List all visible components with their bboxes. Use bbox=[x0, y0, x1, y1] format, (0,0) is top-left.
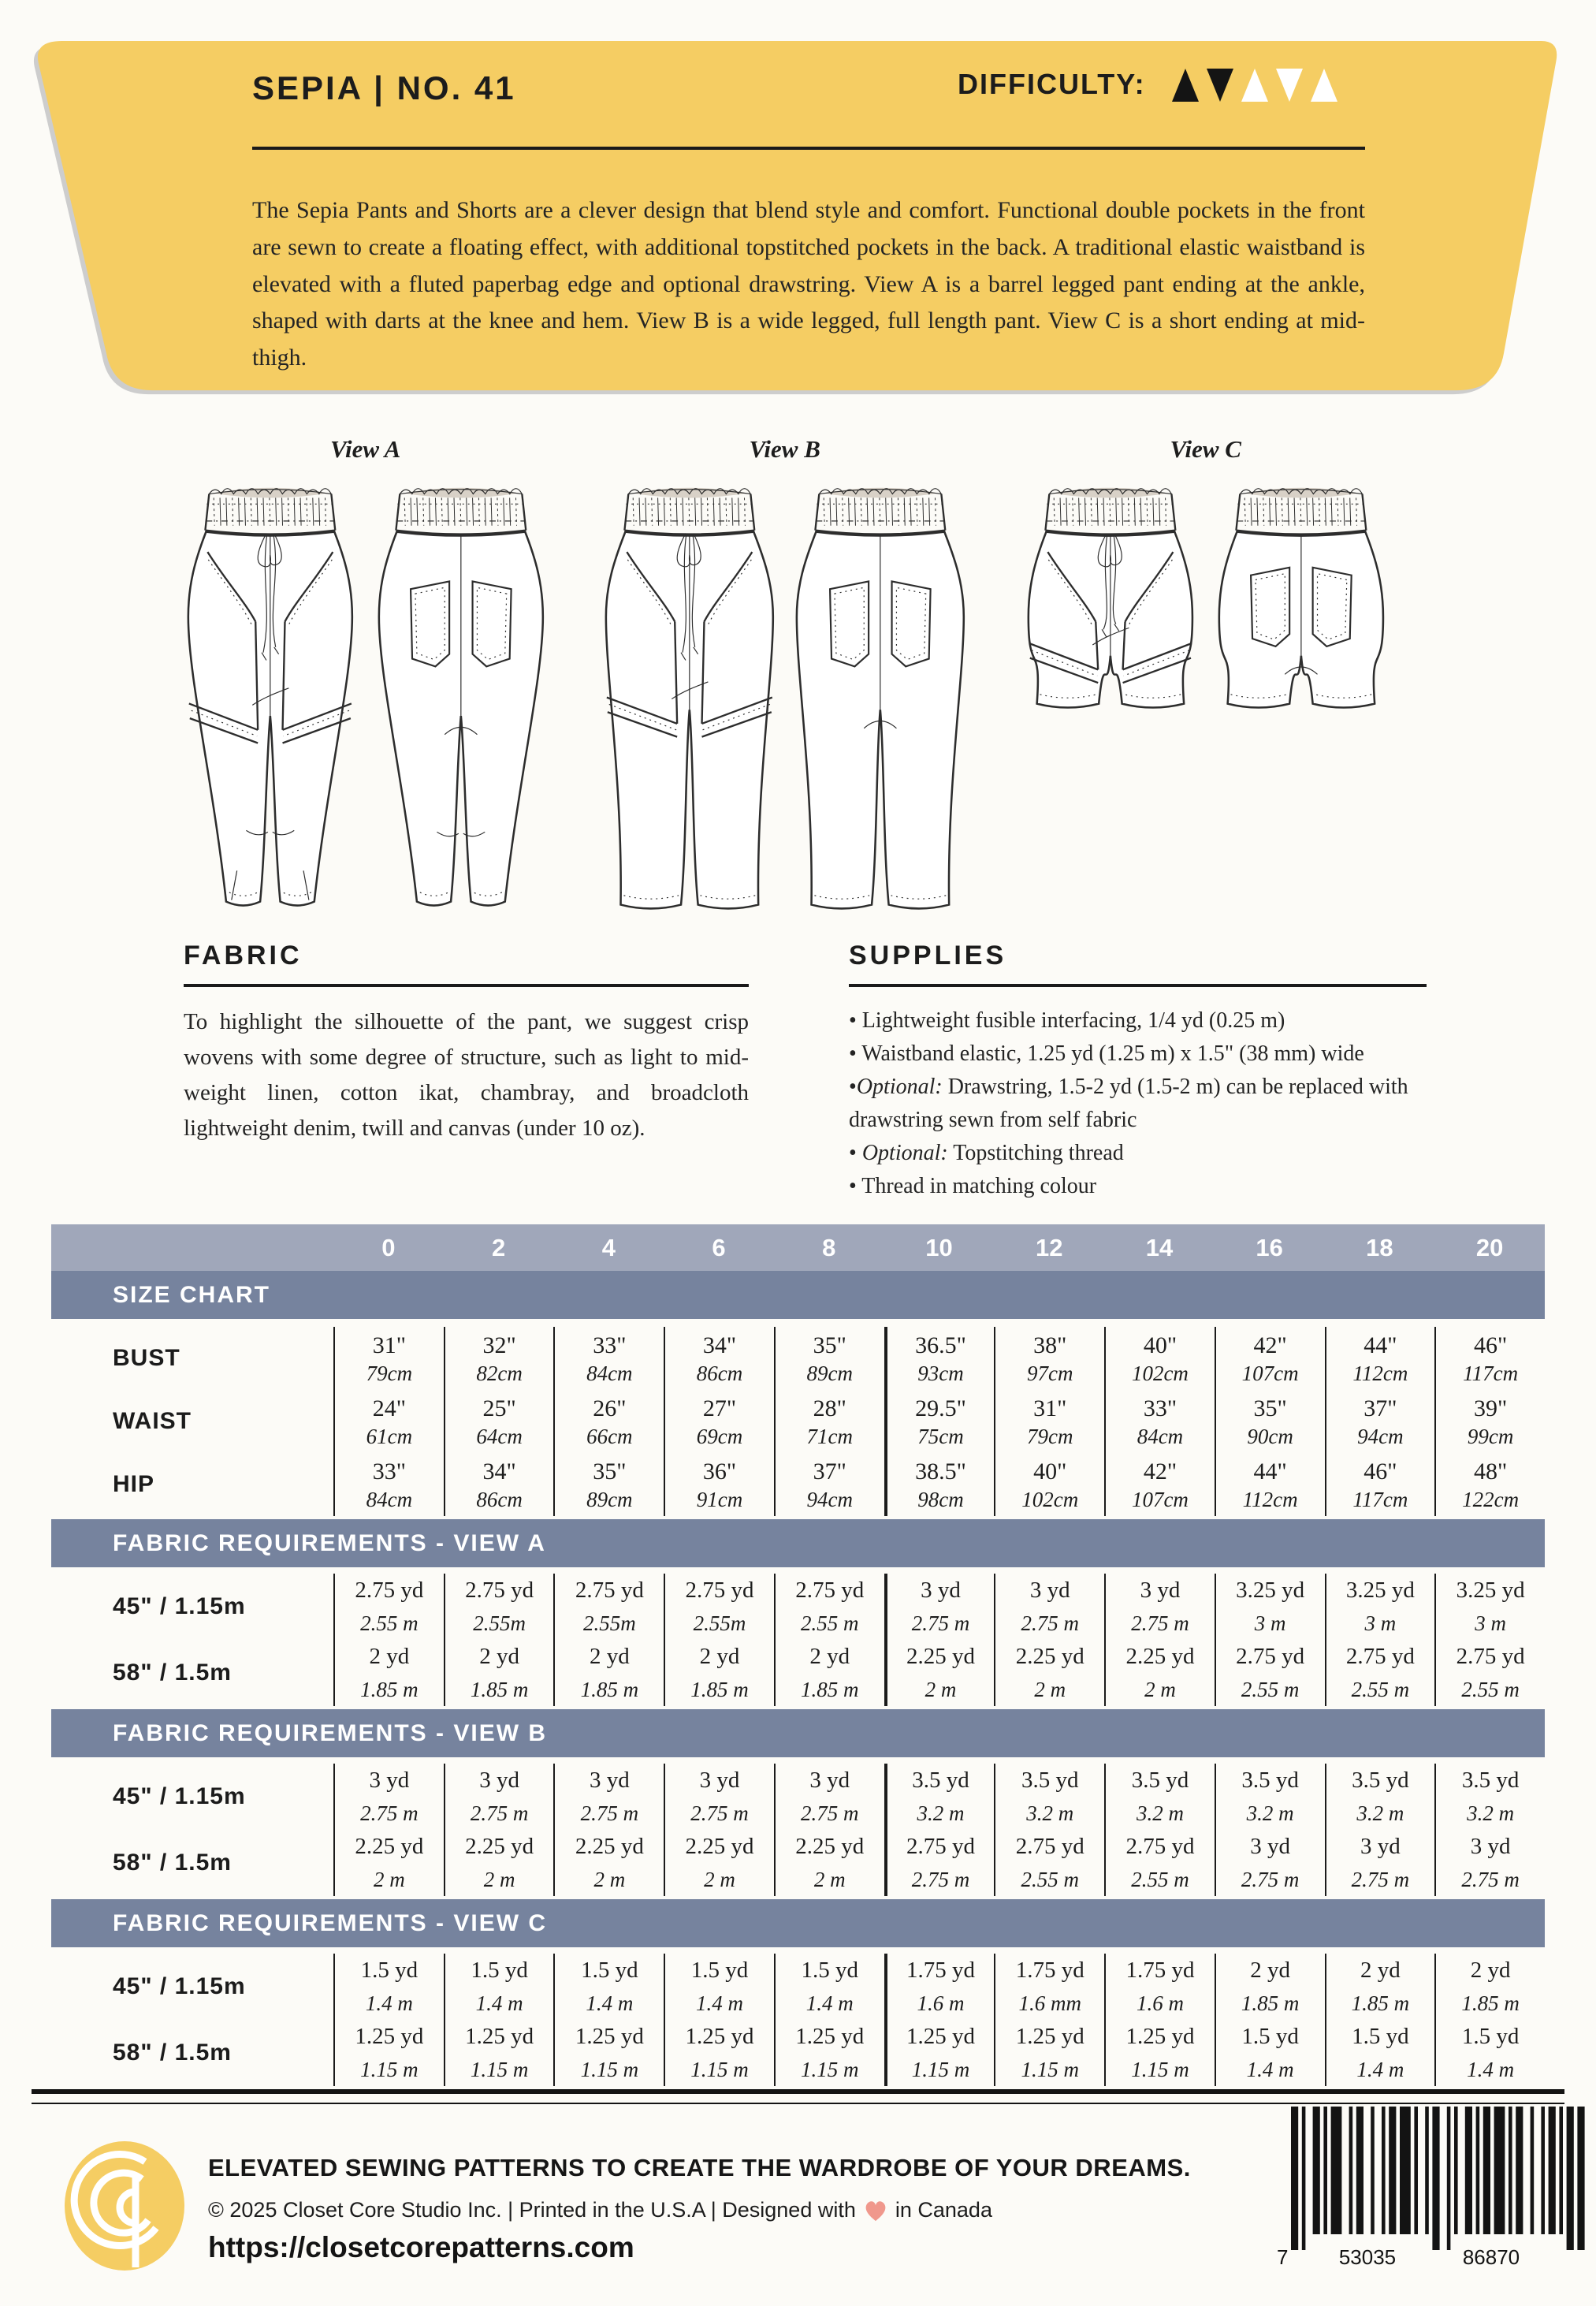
measurement-cell: 32" 82cm bbox=[444, 1327, 554, 1390]
size-chart-row bbox=[51, 1327, 1545, 1390]
size-column-header: 14 bbox=[1145, 1233, 1174, 1261]
yardage-cell: 3 yd 2.75 m bbox=[1104, 1574, 1215, 1640]
yardage-cell: 2 yd 1.85 m bbox=[1215, 1954, 1325, 2020]
yardage-cell: 2.25 yd 2 m bbox=[553, 1830, 664, 1896]
view-a-front-illustration bbox=[181, 475, 359, 928]
yardage-cell: 3 yd 2.75 m bbox=[333, 1764, 444, 1830]
pattern-description: The Sepia Pants and Shorts are a clever design that blend style and comfort. Functional double pockets in the front are sewn to create a floating effect, with additional topstitched pockets in the back. A traditional elastic waistband is elevated with a fluted paperbag edge and optional drawstring. View A is a barrel legged pant ending at the ankle, shaped with darts at the knee and hem. View B is a wide legged, full length pant. View C is a short ending at mid-thigh. bbox=[252, 197, 1365, 371]
size-chart-rows bbox=[51, 1319, 1545, 1516]
triangle-down-icon bbox=[1274, 66, 1305, 102]
requirement-row bbox=[51, 1830, 1545, 1896]
view-b-requirements-label: FABRIC REQUIREMENTS - VIEW B bbox=[113, 1719, 548, 1746]
svg-text:53035: 53035 bbox=[1338, 2245, 1397, 2269]
yardage-cell: 3 yd 2.75 m bbox=[1434, 1830, 1545, 1896]
yardage-cell: 1.25 yd 1.15 m bbox=[774, 2020, 884, 2086]
fabric-width-label: 45" / 1.15m bbox=[113, 1973, 246, 1999]
yardage-cell: 3 yd 2.75 m bbox=[664, 1764, 774, 1830]
yardage-cell: 2 yd 1.85 m bbox=[664, 1640, 774, 1706]
fabric-divider bbox=[184, 984, 749, 987]
size-column-header: 18 bbox=[1366, 1233, 1393, 1261]
view-a-back-illustration bbox=[372, 475, 550, 928]
yardage-cell: 1.5 yd 1.4 m bbox=[1434, 2020, 1545, 2086]
size-column-header: 6 bbox=[712, 1233, 726, 1261]
measurement-cell: 40" 102cm bbox=[994, 1453, 1104, 1516]
measurement-cell: 33" 84cm bbox=[333, 1453, 444, 1516]
yardage-cell: 3 yd 2.75 m bbox=[774, 1764, 884, 1830]
measurement-cell: 44" 112cm bbox=[1325, 1327, 1435, 1390]
yardage-cell: 2.75 yd 2.55 m bbox=[1434, 1640, 1545, 1706]
yardage-cell: 1.5 yd 1.4 m bbox=[774, 1954, 884, 2020]
yardage-cell: 1.25 yd 1.15 m bbox=[333, 2020, 444, 2086]
triangle-up-icon bbox=[1308, 66, 1340, 102]
measurement-cell: 44" 112cm bbox=[1215, 1453, 1325, 1516]
yardage-cell: 2 yd 1.85 m bbox=[774, 1640, 884, 1706]
difficulty-rating bbox=[958, 66, 1367, 102]
copyright-text: © 2025 Closet Core Studio Inc. | Printed in the U.S.A | Designed with bbox=[208, 2198, 856, 2222]
yardage-cell: 3 yd 2.75 m bbox=[884, 1574, 995, 1640]
size-column-header: 20 bbox=[1475, 1233, 1504, 1261]
copyright-country: in Canada bbox=[895, 2198, 992, 2222]
size-column-header: 0 bbox=[381, 1233, 396, 1261]
size-column-header: 8 bbox=[822, 1233, 836, 1261]
yardage-cell: 1.5 yd 1.4 m bbox=[664, 1954, 774, 2020]
supplies-heading: SUPPLIES bbox=[849, 941, 1007, 970]
measurement-cell: 35" 89cm bbox=[553, 1453, 664, 1516]
yardage-cell: 3.5 yd 3.2 m bbox=[884, 1764, 995, 1830]
yardage-cell: 2.75 yd 2.55 m bbox=[1104, 1830, 1215, 1896]
requirement-row bbox=[51, 1574, 1545, 1640]
heart-icon bbox=[864, 2200, 887, 2222]
yardage-cell: 2.75 yd 2.55m bbox=[553, 1574, 664, 1640]
supplies-list bbox=[849, 1004, 1427, 1203]
yardage-cell: 2.75 yd 2.55 m bbox=[1215, 1640, 1325, 1706]
view-c-label: View C bbox=[1170, 435, 1241, 463]
yardage-cell: 3.5 yd 3.2 m bbox=[1325, 1764, 1435, 1830]
size-chart-row bbox=[51, 1390, 1545, 1453]
measurement-cell: 31" 79cm bbox=[994, 1390, 1104, 1453]
yardage-cell: 2.75 yd 2.55 m bbox=[1325, 1640, 1435, 1706]
title-divider bbox=[252, 147, 1365, 150]
measurement-cell: 46" 117cm bbox=[1325, 1453, 1435, 1516]
difficulty-triangles-icon bbox=[1168, 66, 1341, 102]
yardage-cell: 3 yd 2.75 m bbox=[553, 1764, 664, 1830]
measurement-cell: 36.5" 93cm bbox=[884, 1327, 995, 1390]
size-column-header: 16 bbox=[1256, 1233, 1283, 1261]
difficulty-label: DIFFICULTY: bbox=[958, 68, 1146, 100]
size-header-band bbox=[51, 1224, 1545, 1271]
yardage-cell: 2.25 yd 2 m bbox=[884, 1640, 995, 1706]
supply-item: • Thread in matching colour bbox=[849, 1174, 1097, 1198]
measurement-cell: 42" 107cm bbox=[1215, 1327, 1325, 1390]
view-b-back-illustration bbox=[791, 475, 969, 928]
measurement-cell: 37" 94cm bbox=[1325, 1390, 1435, 1453]
view-c-requirements-rows bbox=[51, 1947, 1545, 2086]
measurement-cell: 33" 84cm bbox=[1104, 1390, 1215, 1453]
size-chart-row bbox=[51, 1453, 1545, 1516]
measurement-cell: 31" 79cm bbox=[333, 1327, 444, 1390]
yardage-cell: 2.25 yd 2 m bbox=[994, 1640, 1104, 1706]
page-title: SEPIA | NO. 41 bbox=[252, 69, 516, 106]
yardage-cell: 3.5 yd 3.2 m bbox=[994, 1764, 1104, 1830]
view-b-label: View B bbox=[749, 435, 820, 463]
yardage-cell: 2.75 yd 2.55 m bbox=[333, 1574, 444, 1640]
yardage-cell: 2.25 yd 2 m bbox=[333, 1830, 444, 1896]
tables-area bbox=[51, 1224, 1545, 2086]
yardage-cell: 3.5 yd 3.2 m bbox=[1104, 1764, 1215, 1830]
supply-item: •Optional: Drawstring, 1.5-2 yd (1.5-2 m) can be replaced with drawstring sewn from self fabric bbox=[849, 1075, 1408, 1132]
yardage-cell: 1.25 yd 1.15 m bbox=[444, 2020, 554, 2086]
yardage-cell: 1.25 yd 1.15 m bbox=[1104, 2020, 1215, 2086]
yardage-cell: 1.5 yd 1.4 m bbox=[1215, 2020, 1325, 2086]
yardage-cell: 3 yd 2.75 m bbox=[444, 1764, 554, 1830]
measurement-cell: 28" 71cm bbox=[774, 1390, 884, 1453]
fabric-width-label: 58" / 1.5m bbox=[113, 2040, 232, 2066]
measurement-cell: 38" 97cm bbox=[994, 1327, 1104, 1390]
triangle-up-icon bbox=[1239, 66, 1270, 102]
measurement-cell: 42" 107cm bbox=[1104, 1453, 1215, 1516]
measurement-cell: 34" 86cm bbox=[444, 1453, 554, 1516]
supply-item: • Lightweight fusible interfacing, 1/4 yd (0.25 m) bbox=[849, 1008, 1285, 1033]
yardage-cell: 2 yd 1.85 m bbox=[1434, 1954, 1545, 2020]
triangle-up-icon bbox=[1170, 66, 1201, 102]
yardage-cell: 3.25 yd 3 m bbox=[1325, 1574, 1435, 1640]
size-column-header: 2 bbox=[491, 1233, 506, 1261]
requirement-row bbox=[51, 1764, 1545, 1830]
fabric-width-label: 58" / 1.5m bbox=[113, 1850, 232, 1876]
view-a-requirements-band bbox=[51, 1519, 1545, 1567]
measurement-cell: 26" 66cm bbox=[553, 1390, 664, 1453]
view-c-requirements-band bbox=[51, 1899, 1545, 1947]
fabric-heading: FABRIC bbox=[184, 941, 303, 970]
measurement-cell: 29.5" 75cm bbox=[884, 1390, 995, 1453]
supply-item: • Optional: Topstitching thread bbox=[849, 1141, 1124, 1165]
yardage-cell: 3 yd 2.75 m bbox=[994, 1574, 1104, 1640]
size-column-header: 4 bbox=[601, 1233, 616, 1261]
yardage-cell: 1.25 yd 1.15 m bbox=[884, 2020, 995, 2086]
view-b-requirements-band bbox=[51, 1709, 1545, 1757]
measurement-cell: 48" 122cm bbox=[1434, 1453, 1545, 1516]
view-b-group bbox=[601, 435, 969, 928]
supplies-section bbox=[849, 941, 1427, 1203]
requirement-row bbox=[51, 1640, 1545, 1706]
yardage-cell: 1.75 yd 1.6 m bbox=[884, 1954, 995, 2020]
measurement-cell: 34" 86cm bbox=[664, 1327, 774, 1390]
yardage-cell: 3.5 yd 3.2 m bbox=[1434, 1764, 1545, 1830]
yardage-cell: 1.75 yd 1.6 mm bbox=[994, 1954, 1104, 2020]
yardage-cell: 2.25 yd 2 m bbox=[1104, 1640, 1215, 1706]
yardage-cell: 1.5 yd 1.4 m bbox=[1325, 2020, 1435, 2086]
measurement-cell: 36" 91cm bbox=[664, 1453, 774, 1516]
measurement-cell: 33" 84cm bbox=[553, 1327, 664, 1390]
triangle-down-icon bbox=[1204, 66, 1236, 102]
fabric-width-label: 45" / 1.15m bbox=[113, 1783, 246, 1809]
fabric-body: To highlight the silhouette of the pant, we suggest crisp wovens with some degree of structure, such as light to mid-weight linen, cotton ikat, chambray, and broadcloth lightweight denim, twill and canvas (under 10 oz). bbox=[184, 1009, 749, 1141]
measurement-cell: 27" 69cm bbox=[664, 1390, 774, 1453]
yardage-cell: 2.25 yd 2 m bbox=[444, 1830, 554, 1896]
measurement-label: BUST bbox=[113, 1345, 180, 1371]
yardage-cell: 2 yd 1.85 m bbox=[1325, 1954, 1435, 2020]
yardage-cell: 1.5 yd 1.4 m bbox=[444, 1954, 554, 2020]
yardage-cell: 3.5 yd 3.2 m bbox=[1215, 1764, 1325, 1830]
website-url[interactable]: https://closetcorepatterns.com bbox=[208, 2231, 634, 2263]
view-c-front-illustration bbox=[1021, 475, 1200, 728]
yardage-cell: 1.5 yd 1.4 m bbox=[553, 1954, 664, 2020]
svg-text:86870: 86870 bbox=[1462, 2245, 1520, 2269]
view-c-back-illustration bbox=[1212, 475, 1390, 728]
fabric-width-label: 45" / 1.15m bbox=[113, 1593, 246, 1619]
fabric-width-label: 58" / 1.5m bbox=[113, 1660, 232, 1686]
yardage-cell: 2.75 yd 2.55m bbox=[444, 1574, 554, 1640]
measurement-cell: 39" 99cm bbox=[1434, 1390, 1545, 1453]
yardage-cell: 3.25 yd 3 m bbox=[1215, 1574, 1325, 1640]
measurement-label: WAIST bbox=[113, 1408, 192, 1434]
yardage-cell: 1.75 yd 1.6 m bbox=[1104, 1954, 1215, 2020]
yardage-cell: 1.5 yd 1.4 m bbox=[333, 1954, 444, 2020]
yardage-cell: 2.75 yd 2.55m bbox=[664, 1574, 774, 1640]
measurement-cell: 35" 89cm bbox=[774, 1327, 884, 1390]
footer-tagline: ELEVATED SEWING PATTERNS TO CREATE THE WARDROBE OF YOUR DREAMS. bbox=[208, 2154, 1191, 2181]
fabric-section bbox=[184, 941, 749, 1146]
yardage-cell: 1.25 yd 1.15 m bbox=[553, 2020, 664, 2086]
requirement-row bbox=[51, 2020, 1545, 2086]
measurement-cell: 25" 64cm bbox=[444, 1390, 554, 1453]
svg-text:7: 7 bbox=[1277, 2245, 1289, 2269]
footer-divider bbox=[32, 2089, 1564, 2104]
view-a-group bbox=[181, 435, 549, 928]
supply-item: • Waistband elastic, 1.25 yd (1.25 m) x 1.5" (38 mm) wide bbox=[849, 1041, 1364, 1066]
yardage-cell: 3 yd 2.75 m bbox=[1325, 1830, 1435, 1896]
requirement-row bbox=[51, 1954, 1545, 2020]
yardage-cell: 2.25 yd 2 m bbox=[774, 1830, 884, 1896]
supplies-divider bbox=[849, 984, 1427, 987]
yardage-cell: 1.25 yd 1.15 m bbox=[664, 2020, 774, 2086]
view-c-requirements-label: FABRIC REQUIREMENTS - VIEW C bbox=[113, 1909, 548, 1936]
barcode bbox=[1270, 2107, 1596, 2278]
view-a-requirements-label: FABRIC REQUIREMENTS - VIEW A bbox=[113, 1529, 546, 1556]
yardage-cell: 2.75 yd 2.75 m bbox=[884, 1830, 995, 1896]
measurement-cell: 40" 102cm bbox=[1104, 1327, 1215, 1390]
view-c-group bbox=[1021, 435, 1390, 728]
yardage-cell: 2.75 yd 2.55 m bbox=[774, 1574, 884, 1640]
size-column-header: 12 bbox=[1035, 1233, 1063, 1261]
view-b-front-illustration bbox=[601, 475, 779, 928]
measurement-cell: 24" 61cm bbox=[333, 1390, 444, 1453]
yardage-cell: 2 yd 1.85 m bbox=[553, 1640, 664, 1706]
measurement-cell: 38.5" 98cm bbox=[884, 1453, 995, 1516]
yardage-cell: 3 yd 2.75 m bbox=[1215, 1830, 1325, 1896]
view-a-label: View A bbox=[330, 435, 401, 463]
measurement-cell: 35" 90cm bbox=[1215, 1390, 1325, 1453]
yardage-cell: 2.25 yd 2 m bbox=[664, 1830, 774, 1896]
size-chart-band-label: SIZE CHART bbox=[113, 1281, 270, 1308]
measurement-cell: 46" 117cm bbox=[1434, 1327, 1545, 1390]
view-a-requirements-rows bbox=[51, 1567, 1545, 1706]
measurement-cell: 37" 94cm bbox=[774, 1453, 884, 1516]
footer-copyright bbox=[208, 2198, 992, 2222]
yardage-cell: 3.25 yd 3 m bbox=[1434, 1574, 1545, 1640]
yardage-cell: 2.75 yd 2.55 m bbox=[994, 1830, 1104, 1896]
yardage-cell: 1.25 yd 1.15 m bbox=[994, 2020, 1104, 2086]
view-b-requirements-rows bbox=[51, 1757, 1545, 1896]
size-column-header: 10 bbox=[925, 1233, 953, 1261]
yardage-cell: 2 yd 1.85 m bbox=[333, 1640, 444, 1706]
size-chart-band bbox=[51, 1271, 1545, 1319]
yardage-cell: 2 yd 1.85 m bbox=[444, 1640, 554, 1706]
closet-core-logo-icon bbox=[63, 2141, 191, 2281]
measurement-label: HIP bbox=[113, 1471, 155, 1497]
